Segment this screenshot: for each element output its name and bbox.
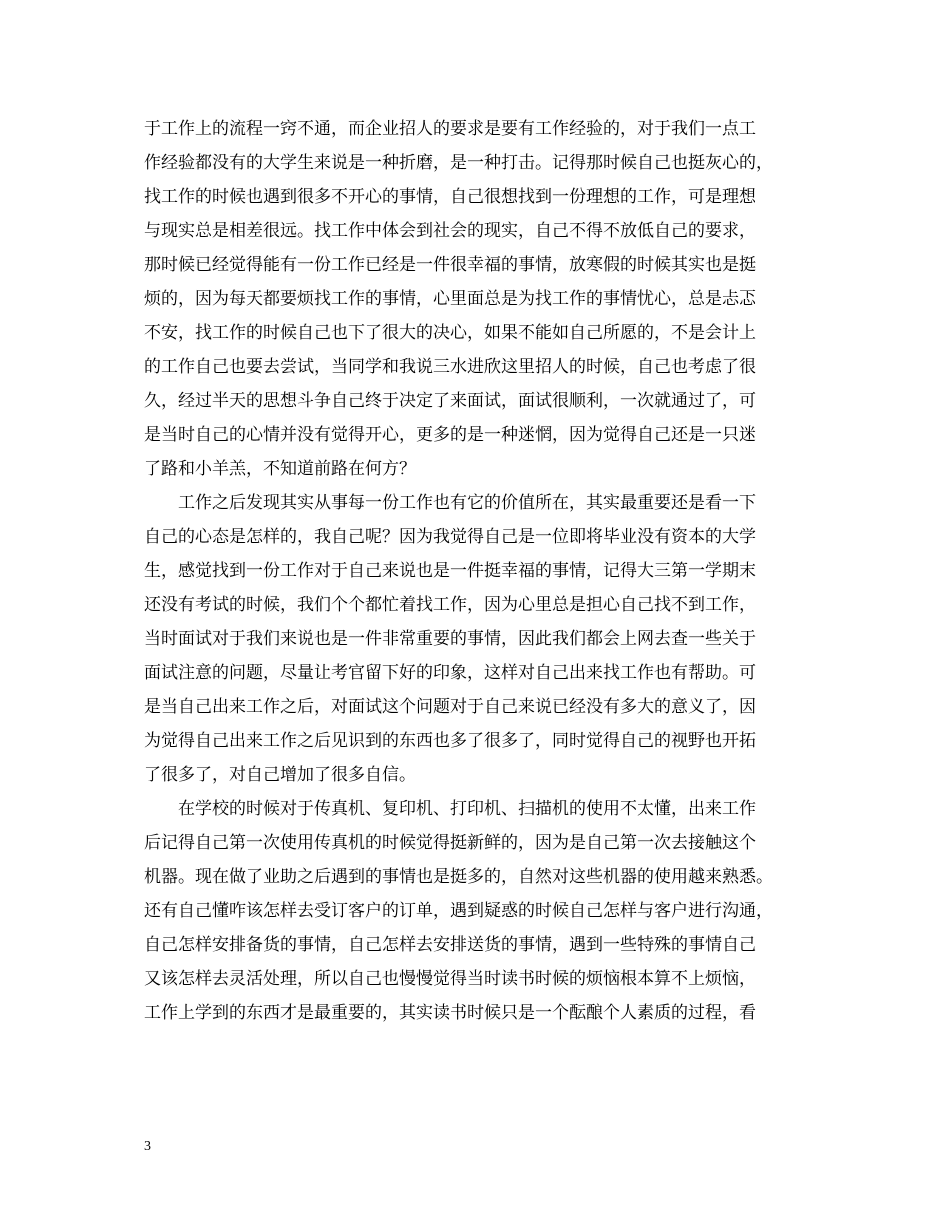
text-line: 生，感觉找到一份工作对于自己来说也是一件挺幸福的事情，记得大三第一学期末 (144, 561, 756, 581)
text-line: 是当时自己的心情并没有觉得开心，更多的是一种迷惘，因为觉得自己还是一只迷 (144, 425, 756, 445)
text-line: 工作上学到的东西才是最重要的，其实读书时候只是一个酝酿个人素质的过程，看 (144, 1003, 756, 1023)
text-line: 烦的，因为每天都要烦找工作的事情，心里面总是为找工作的事情忧心，总是忐忑 (144, 289, 756, 309)
page-number: 3 (144, 1139, 151, 1154)
text-line: 还没有考试的时候，我们个个都忙着找工作，因为心里总是担心自己找不到工作， (144, 595, 756, 615)
text-line: 找工作的时候也遇到很多不开心的事情，自己很想找到一份理想的工作，可是理想 (144, 187, 756, 207)
text-line: 了很多了，对自己增加了很多自信。 (144, 765, 416, 785)
text-line: 工作之后发现其实从事每一份工作也有它的价值所在，其实最重要还是看一下 (144, 493, 756, 513)
text-line: 在学校的时候对于传真机、复印机、打印机、扫描机的使用不太懂，出来工作 (144, 799, 756, 819)
text-line: 为觉得自己出来工作之后见识到的东西也多了很多了，同时觉得自己的视野也开拓 (144, 731, 756, 751)
text-line: 不安，找工作的时候自己也下了很大的决心，如果不能如自己所愿的，不是会计上 (144, 323, 756, 343)
text-line: 后记得自己第一次使用传真机的时候觉得挺新鲜的，因为是自己第一次去接触这个 (144, 833, 756, 853)
text-line: 是当自己出来工作之后，对面试这个问题对于自己来说已经没有多大的意义了，因 (144, 697, 756, 717)
text-line: 那时候已经觉得能有一份工作已经是一件很幸福的事情，放寒假的时候其实也是挺 (144, 255, 756, 275)
text-line: 自己的心态是怎样的，我自己呢？因为我觉得自己是一位即将毕业没有资本的大学 (144, 527, 756, 547)
text-line: 又该怎样去灵活处理，所以自己也慢慢觉得当时读书时候的烦恼根本算不上烦恼， (144, 969, 756, 989)
text-line: 自己怎样安排备货的事情，自己怎样去安排送货的事情，遇到一些特殊的事情自己 (144, 935, 756, 955)
text-line: 的工作自己也要去尝试，当同学和我说三水进欣这里招人的时候，自己也考虑了很 (144, 357, 756, 377)
text-line: 于工作上的流程一窍不通，而企业招人的要求是要有工作经验的，对于我们一点工 (144, 119, 756, 139)
text-line: 机器。现在做了业助之后遇到的事情也是挺多的，自然对这些机器的使用越来熟悉。 (144, 867, 773, 887)
text-line: 了路和小羊羔，不知道前路在何方？ (144, 459, 416, 479)
text-line: 还有自己懂咋该怎样去受订客户的订单，遇到疑惑的时候自己怎样与客户进行沟通， (144, 901, 773, 921)
text-line: 与现实总是相差很远。找工作中体会到社会的现实，自己不得不放低自己的要求， (144, 221, 756, 241)
text-line: 当时面试对于我们来说也是一件非常重要的事情，因此我们都会上网去查一些关于 (144, 629, 756, 649)
text-line: 久，经过半天的思想斗争自己终于决定了来面试，面试很顺利，一次就通过了，可 (144, 391, 756, 411)
text-line: 面试注意的问题，尽量让考官留下好的印象，这样对自己出来找工作也有帮助。可 (144, 663, 756, 683)
text-line: 作经验都没有的大学生来说是一种折磨，是一种打击。记得那时候自己也挺灰心的， (144, 153, 773, 173)
